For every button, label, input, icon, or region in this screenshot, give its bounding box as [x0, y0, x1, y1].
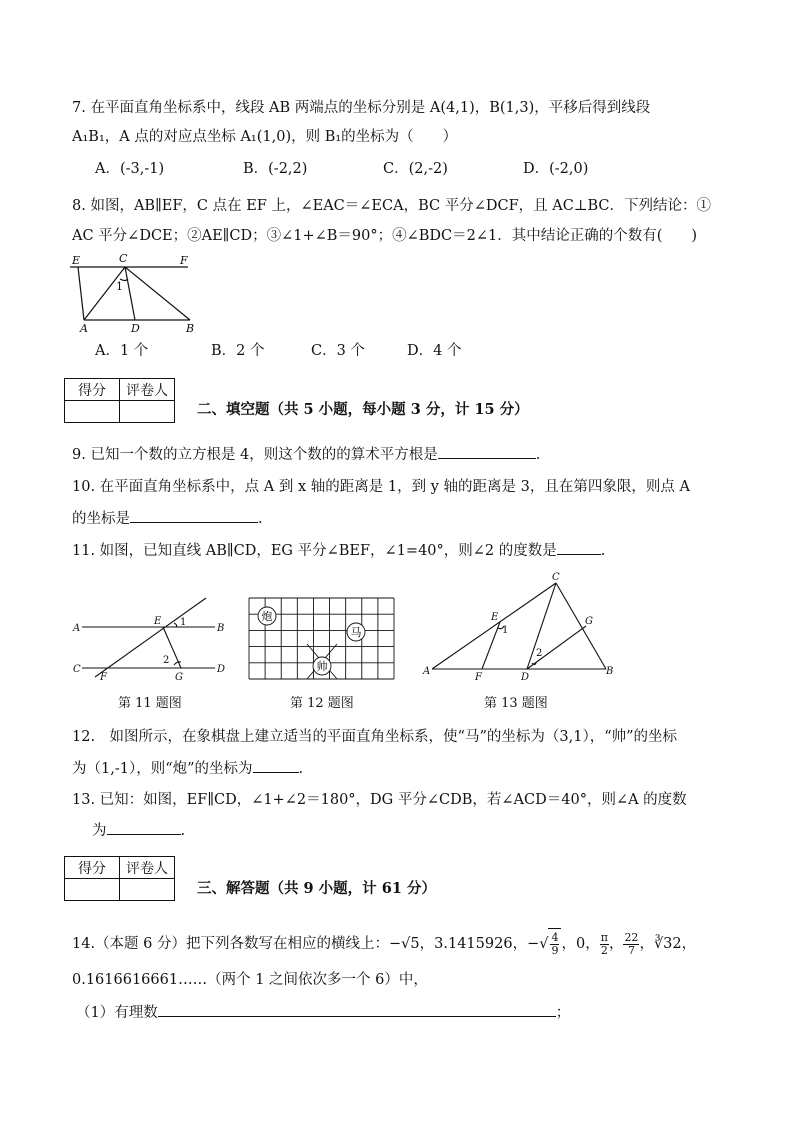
fig11-caption: 第 11 题图 — [118, 696, 182, 711]
q14-num-3-denominator: 9 — [551, 943, 559, 957]
line-ef — [95, 598, 206, 677]
piece-ma[interactable] — [347, 623, 365, 641]
piece-pao-label: 炮 — [261, 610, 273, 623]
q14-rational-answer-blank[interactable] — [158, 1002, 556, 1017]
grader-cell[interactable] — [120, 401, 175, 423]
q8-stem-line1: 8. 如图，AB∥EF，C 点在 EF 上，∠EAC＝∠ECA，BC 平分∠DCF，且 AC⊥BC．下列结论：① — [72, 198, 711, 214]
segment-ef — [482, 622, 500, 669]
label-g: G — [585, 616, 593, 627]
label-e: E — [491, 612, 499, 623]
q7-option-b[interactable]: B．(-2,2) — [243, 161, 308, 177]
q14-part1-label: （1）有理数 — [76, 1005, 158, 1021]
label-angle-2: 2 — [536, 648, 543, 659]
q8-option-c[interactable]: C．3 个 — [311, 343, 365, 359]
label-d: D — [521, 672, 530, 683]
q7-option-d[interactable]: D．(-2,0) — [523, 161, 589, 177]
label-angle-2: 2 — [163, 655, 170, 666]
label-angle-1: 1 — [180, 617, 187, 628]
score-table-2 — [64, 378, 175, 423]
grader-header: 评卷人 — [120, 379, 175, 401]
q14-sep: ， — [681, 936, 697, 952]
q11 — [72, 540, 605, 561]
label-g: G — [175, 672, 183, 683]
q14-num-5 — [600, 932, 609, 957]
q14-sep: ， — [585, 936, 600, 952]
q14-intro: 14.（本题 6 分）把下列各数写在相应的横线上： — [72, 936, 390, 952]
q14-num-1: −√5 — [389, 936, 420, 952]
label-e: E — [154, 616, 162, 627]
score-header: 得分 — [65, 857, 120, 879]
q14-num-6-denominator: 7 — [627, 943, 635, 957]
q14-part1-end: ； — [555, 1005, 571, 1021]
q14-sep: ， — [639, 936, 654, 952]
fig13-caption: 第 13 题图 — [484, 696, 548, 711]
label-d: D — [217, 664, 226, 675]
label-f: F — [180, 254, 188, 267]
segment-ae — [78, 267, 84, 320]
q14-num-3-sign: − — [527, 936, 540, 952]
q7-options — [95, 159, 588, 179]
q7-stem-line1: 7. 在平面直角坐标系中，线段 AB 两端点的坐标分别是 A(4,1)，B(1,3)，平移后得到线段 — [72, 100, 651, 116]
segment-cb — [556, 583, 606, 669]
score-table-3 — [64, 856, 175, 901]
q10-line1: 10. 在平面直角坐标系中，点 A 到 x 轴的距离是 1，到 y 轴的距离是 3，且在第四象限，则点 A — [72, 479, 690, 495]
q14-num-6-numerator: 22 — [624, 930, 639, 944]
q9-text: 9. 已知一个数的立方根是 4，则这个数的的算术平方根是 — [72, 447, 438, 463]
q14-sep: ， — [512, 936, 528, 952]
q14-num-4: 0 — [575, 936, 586, 952]
q8-options — [95, 341, 461, 361]
q8-stem-line2: AC 平分∠DCE；②AE∥CD；③∠1+∠B＝90°；④∠BDC＝2∠1．其中结论正确的个数有( ) — [72, 228, 698, 244]
piece-pao[interactable] — [258, 607, 276, 625]
section-3-title: 三、解答题（共 9 小题，计 61 分） — [197, 880, 436, 897]
grader-header: 评卷人 — [120, 857, 175, 879]
fig12-caption: 第 12 题图 — [290, 696, 354, 711]
q14-num-5-numerator: π — [600, 930, 608, 944]
q9-answer-blank[interactable] — [438, 444, 536, 459]
q10-answer-blank[interactable] — [130, 508, 258, 523]
q14-sep: ， — [419, 936, 435, 952]
label-f: F — [100, 672, 107, 683]
q12-line1: 12. 如图所示，在象棋盘上建立适当的平面直角坐标系，使“马”的坐标为（3,1），“帅”的坐标 — [72, 729, 678, 745]
grader-cell[interactable] — [120, 879, 175, 901]
label-c: C — [119, 252, 128, 265]
label-b: B — [217, 623, 225, 634]
label-angle-1: 1 — [116, 280, 123, 293]
q13-line2-text: 为 — [92, 823, 107, 839]
q11-answer-blank[interactable] — [557, 540, 601, 555]
q14-line2: 0.1616616661……（两个 1 之间依次多一个 6）中， — [72, 972, 428, 988]
score-cell[interactable] — [65, 401, 120, 423]
label-a: A — [423, 666, 431, 677]
q12-line2-text: 为（1,-1），则“炮”的坐标为 — [72, 761, 253, 777]
q11-text: 11. 如图，已知直线 AB∥CD，EG 平分∠BEF，∠1=40°，则∠2 的度数是 — [72, 543, 557, 559]
q13-answer-blank[interactable] — [107, 820, 181, 835]
q7-option-a[interactable]: A．(-3,-1) — [95, 161, 165, 177]
q8-option-a[interactable]: A．1 个 — [95, 343, 149, 359]
score-cell[interactable] — [65, 879, 120, 901]
fig13 — [420, 570, 625, 685]
label-a: A — [80, 322, 88, 335]
piece-shuai-label: 帅 — [316, 660, 328, 673]
label-c: C — [552, 572, 560, 583]
q10-end: . — [258, 511, 263, 527]
q14-num-5-denominator: 2 — [600, 943, 608, 957]
section-2-title: 二、填空题（共 5 小题，每小题 3 分，计 15 分） — [197, 401, 529, 418]
label-c: C — [73, 664, 81, 675]
label-b: B — [606, 666, 614, 677]
q14-sep: ， — [561, 936, 576, 952]
segment-bc — [125, 267, 190, 320]
label-d: D — [131, 322, 140, 335]
q13-line1: 13. 已知：如图，EF∥CD，∠1+∠2＝180°，DG 平分∠CDB，若∠ACD＝40°，则∠A 的度数 — [72, 792, 687, 808]
q14-num-7: ∛32 — [653, 936, 682, 952]
q8-figure — [70, 250, 210, 335]
fig12-chessboard — [249, 598, 395, 680]
q12-line2 — [72, 758, 303, 779]
q14-sep: ， — [608, 936, 624, 952]
score-header: 得分 — [65, 379, 120, 401]
piece-ma-label: 马 — [350, 626, 362, 639]
fig11 — [70, 595, 230, 685]
q12-end: . — [298, 761, 304, 777]
segment-cd — [125, 267, 135, 320]
q14-num-2: 3.1415926 — [434, 936, 513, 952]
segment-ac — [84, 267, 125, 320]
q8-option-b[interactable]: B．2 个 — [211, 343, 265, 359]
q12-answer-blank[interactable] — [253, 758, 299, 773]
q8-option-d[interactable]: D．4 个 — [407, 343, 462, 359]
label-f: F — [475, 672, 482, 683]
q14-line1 — [72, 928, 696, 958]
label-a: A — [73, 623, 81, 634]
q13-end: . — [180, 823, 186, 839]
q10-line2 — [72, 508, 263, 529]
piece-shuai[interactable] — [313, 657, 331, 675]
q10-line2-text: 的坐标是 — [72, 511, 130, 527]
q7-stem-line2: A₁B₁，A 点的对应点坐标 A₁(1,0)，则 B₁的坐标为（ ） — [72, 129, 458, 145]
q14-num-3-numerator: 4 — [551, 930, 559, 944]
q14-num-3: −√ $\frac{4}{9}$ — [527, 936, 561, 952]
q9-end: . — [535, 447, 541, 463]
q13-line2 — [92, 820, 185, 841]
q7-option-c[interactable]: C．(2,-2) — [383, 161, 448, 177]
label-b: B — [186, 322, 195, 335]
label-e: E — [72, 254, 81, 267]
q14-part1 — [76, 1002, 570, 1023]
q9 — [72, 444, 540, 465]
q11-end: . — [600, 543, 606, 559]
q14-num-6 — [623, 932, 639, 957]
label-angle-1: 1 — [502, 625, 509, 636]
